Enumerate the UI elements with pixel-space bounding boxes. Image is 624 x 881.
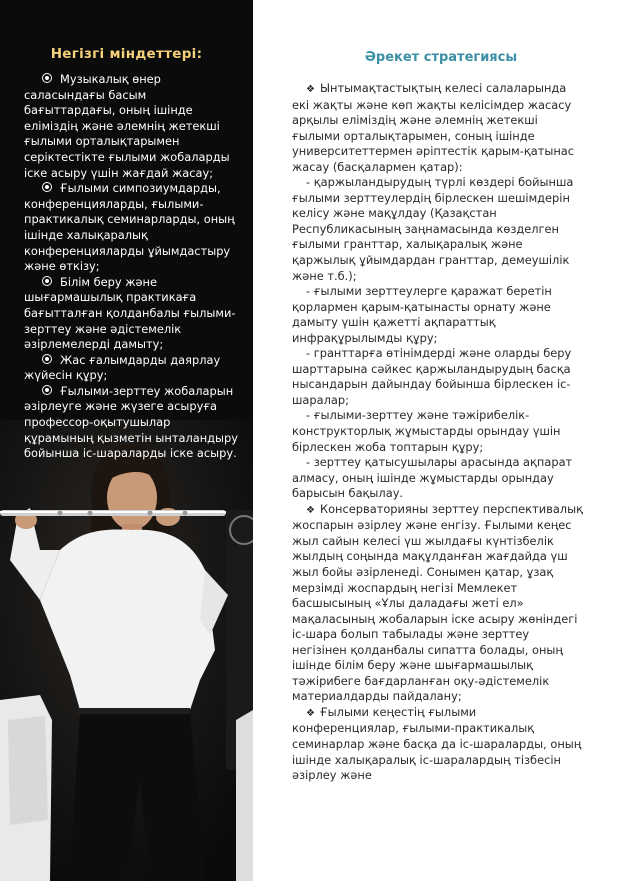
flutist-photo [0,420,253,881]
duty-item: Ғылыми-зерттеу жобаларын әзірлеуге және жүзеге асыруға профессор-оқытушылар құрамының қызметін ынталандыру бойынша іс-шараларды іске асыру. [24,383,239,461]
strategy-subitem: - гранттарға өтінімдерді және оларды беру шарттарына сәйкес қаржыландырудың басқа нысандарын дайындау бойынша бірлескен іс-шаралар; [292,346,572,407]
circle-bullet-icon [42,73,52,83]
strategy-subitem: - зерттеу қатысушылары арасында ақпарат алмасу, оның ішінде жұмыстарды орындау барысын бақылау. [292,455,573,501]
strategy-paragraph: ❖ Консерваторияны зерттеу перспективалық жоспарын әзірлеу және енгізу. Ғылыми кеңес жыл сайын келесі үш жылдағы күнтізбелік жылдың соңында мақұлданған жағдайда үш жыл бойы әзірленеді. Сонымен қатар, ұзақ мерзімді жоспардың негізі Мемлекет басшысының «Ұлы даладағы жеті ел» мақаласының жобаларын іске асыру жөніндегі іс-шара болып табылады және зерттеу негізінен қолданбалы сипатта болады, оның ішінде білім беру және шығармашылық тәжірибеге бағдарланған оқу-әдістемелік материалдарды пайдалану; [292,501,583,704]
circle-bullet-icon [42,385,52,395]
duty-item: Музыкалық өнер саласындағы басым бағыттардағы, оның ішінде еліміздің және әлемнің жетекші ғылыми орталықтарымен серіктестікте ғылыми жобаларды іске асыру үшін жағдай жасау; [24,72,230,180]
circle-bullet-icon [42,354,52,364]
diamond-bullet-icon: ❖ [306,84,315,95]
duty-item: Ғылыми симпозиумдарды, конференцияларды, ғылыми-практикалық семинарларды, оның ішінде халықаралық конференцияларды ұйымдастыру және өткізу; [24,181,235,274]
left-panel [0,0,253,881]
strategy-subitem: - қаржыландырудың түрлі көздері бойынша ғылыми зерттеулердің бірлескен шешімдерін келісу және мақұлдау (Қазақстан Республикасының заңнамасында көзделген ғылыми гранттар, халықаралық және қаржылық ұйымдардан гранттар, демеушілік және т.б.); [292,175,574,283]
duty-item: Жас ғалымдарды даярлау жүйесін құру; [24,352,221,383]
diamond-bullet-icon: ❖ [306,504,315,516]
diamond-bullet-icon: ❖ [306,707,315,719]
circle-bullet-icon [42,182,52,192]
duties-list [24,72,240,462]
circle-bullet-icon [42,276,52,286]
strategy-paragraph: ❖ Ынтымақтастықтың келесі салаларында екі жақты және көп жақты келісімдер жасасу арқылы еліміздің және әлемнің жетекші ғылыми орталықтарымен, соның ішінде университеттермен әріптестік қарым-қатынас жасау (басқалармен қатар): [292,81,575,174]
left-section-title: Негізгі міндеттері: [50,46,203,62]
strategy-subitem: - ғылыми-зерттеу және тәжірибелік-конструкторлық жұмыстарды орындау үшін бірлескен жоба топтарын құру; [292,408,561,454]
duty-item: Білім беру және шығармашылық практикаға бағытталған қолданбалы ғылыми-зерттеу және әдістемелік әзірлемелерді дамыту; [24,274,236,352]
strategy-text [292,81,584,784]
strategy-paragraph: ❖ Ғылыми кеңестің ғылыми конференциялар, ғылыми-практикалық семинарлар және басқа да іс-шараларды, оның ішінде халықаралық іс-шаралардың тізбесін әзірлеу және [292,704,582,783]
strategy-subitem: - ғылыми зерттеулерге қаражат беретін қорлармен қарым-қатынасты орнату және дамыту үшін қажетті ақпараттық инфрақұрылымды құру; [292,284,552,345]
right-section-title: Әрекет стратегиясы [364,50,518,65]
